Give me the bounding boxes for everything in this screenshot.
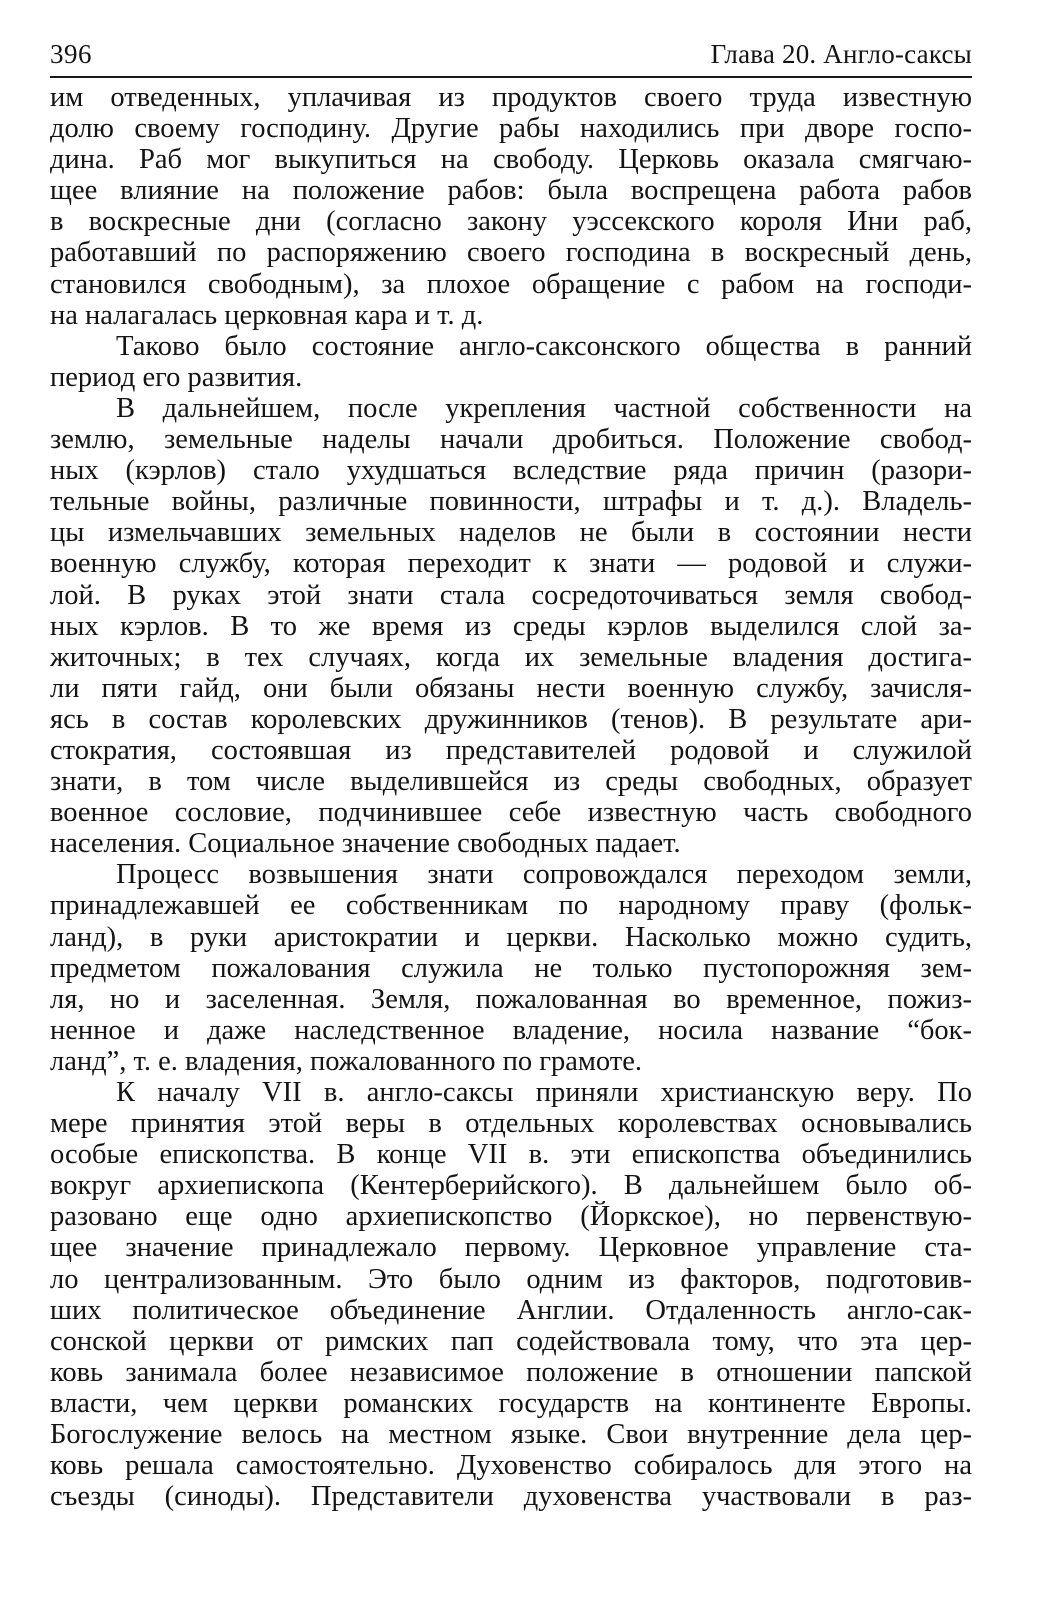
text-line: Процесс возвышения знати сопровождался переходом земли, <box>116 859 972 891</box>
text-line: населения. Социальное значение свободных падает. <box>50 828 681 860</box>
text-line: цы измельчавших земельных наделов не были в состоянии нести <box>50 517 972 549</box>
text-line: знати, в том числе выделившейся из среды свободных, образует <box>50 766 972 798</box>
text-line: военное сословие, подчинившее себе известную часть свободного <box>50 797 972 829</box>
text-line: ненное и даже наследственное владение, носила название “бок- <box>50 1014 972 1046</box>
running-header <box>50 36 972 78</box>
text-line: ля, но и заселенная. Земля, пожалованная во временное, пожиз- <box>50 983 972 1015</box>
text-line: вокруг архиепископа (Кентерберийского). В дальнейшем было об- <box>50 1170 972 1202</box>
text-line: Богослужение велось на местном языке. Свои внутренние дела цер- <box>50 1419 972 1451</box>
text-line: работавший по распоряжению своего господина в воскресный день, <box>50 237 972 269</box>
text-line: ли пяти гайд, они были обязаны нести военную службу, зачисля- <box>50 672 972 704</box>
text-line: в воскресные дни (согласно закону уэссекского короля Ини раб, <box>50 206 972 238</box>
text-line: В дальнейшем, после укрепления частной собственности на <box>116 392 972 424</box>
text-line: съезды (синоды). Представители духовенства участвовали в раз- <box>50 1481 972 1513</box>
text-line: власти, чем церкви романских государств на континенте Европы. <box>50 1387 972 1419</box>
text-line: ных кэрлов. В то же время из среды кэрлов выделился слой за- <box>50 610 972 642</box>
text-line: Таково было состояние англо-саксонского общества в ранний <box>116 330 972 362</box>
page-number: 396 <box>50 39 92 69</box>
text-line: военную службу, которая переходит к знати — родовой и служи- <box>50 548 972 580</box>
text-line: особые епископства. В конце VII в. эти епископства объединились <box>50 1139 972 1171</box>
text-line: на налагалась церковная кара и т. д. <box>50 299 484 331</box>
text-line: им отведенных, уплачивая из продуктов своего труда известную <box>50 82 972 113</box>
text-line: принадлежавшей ее собственникам по народному праву (фольк- <box>50 890 972 922</box>
paragraph <box>50 1077 972 1512</box>
book-page <box>50 36 972 1512</box>
paragraph <box>50 393 972 859</box>
text-line: сонской церкви от римских пап содействовала тому, что эта цер- <box>50 1325 972 1357</box>
paragraph <box>50 331 972 393</box>
text-line: лой. В руках этой знати стала сосредоточиваться земля свобод- <box>50 579 972 611</box>
text-line: землю, земельные наделы начали дробиться. Положение свобод- <box>50 424 972 456</box>
text-line: К началу VII в. англо-саксы приняли христианскую веру. По <box>116 1077 972 1108</box>
text-line: ших политическое объединение Англии. Отдаленность англо-сак- <box>50 1294 972 1326</box>
text-line: мере принятия этой веры в отдельных королевствах основывались <box>50 1108 972 1140</box>
body-text <box>50 82 972 1512</box>
text-line: тельные войны, различные повинности, штрафы и т. д.). Владель- <box>50 486 972 518</box>
text-line: ясь в состав королевских дружинников (тенов). В результате ари- <box>50 703 972 735</box>
text-line: становился свободным), за плохое обращение с рабом на господи- <box>50 268 972 300</box>
paragraph <box>50 82 972 331</box>
text-line: ковь занимала более независимое положение в отношении папской <box>50 1356 972 1388</box>
chapter-title: Глава 20. Англо-саксы <box>710 39 972 69</box>
text-line: период его развития. <box>50 361 303 393</box>
text-line: стократия, состоявшая из представителей родовой и служилой <box>50 734 972 766</box>
text-line: долю своему господину. Другие рабы находились при дворе госпо- <box>50 113 972 145</box>
text-line: ковь решала самостоятельно. Духовенство собиралось для этого на <box>50 1450 972 1482</box>
text-line: предметом пожалования служила не только пустопорожняя зем- <box>50 952 972 984</box>
text-line: дина. Раб мог выкупиться на свободу. Церковь оказала смягчаю- <box>50 144 972 176</box>
text-line: ланд”, т. е. владения, пожалованного по грамоте. <box>50 1045 643 1077</box>
text-line: ных (кэрлов) стало ухудшаться вследствие ряда причин (разори- <box>50 455 972 487</box>
text-line: щее влияние на положение рабов: была воспрещена работа рабов <box>50 175 972 207</box>
paragraph <box>50 859 972 1077</box>
text-line: разовано еще одно архиепископство (Йоркское), но первенствую- <box>50 1201 972 1233</box>
text-line: житочных; в тех случаях, когда их земельные владения достига- <box>50 641 972 673</box>
text-line: ло централизованным. Это было одним из факторов, подготовив- <box>50 1263 972 1295</box>
text-line: ланд), в руки аристократии и церкви. Насколько можно судить, <box>50 921 972 953</box>
text-line: щее значение принадлежало первому. Церковное управление ста- <box>50 1232 972 1264</box>
